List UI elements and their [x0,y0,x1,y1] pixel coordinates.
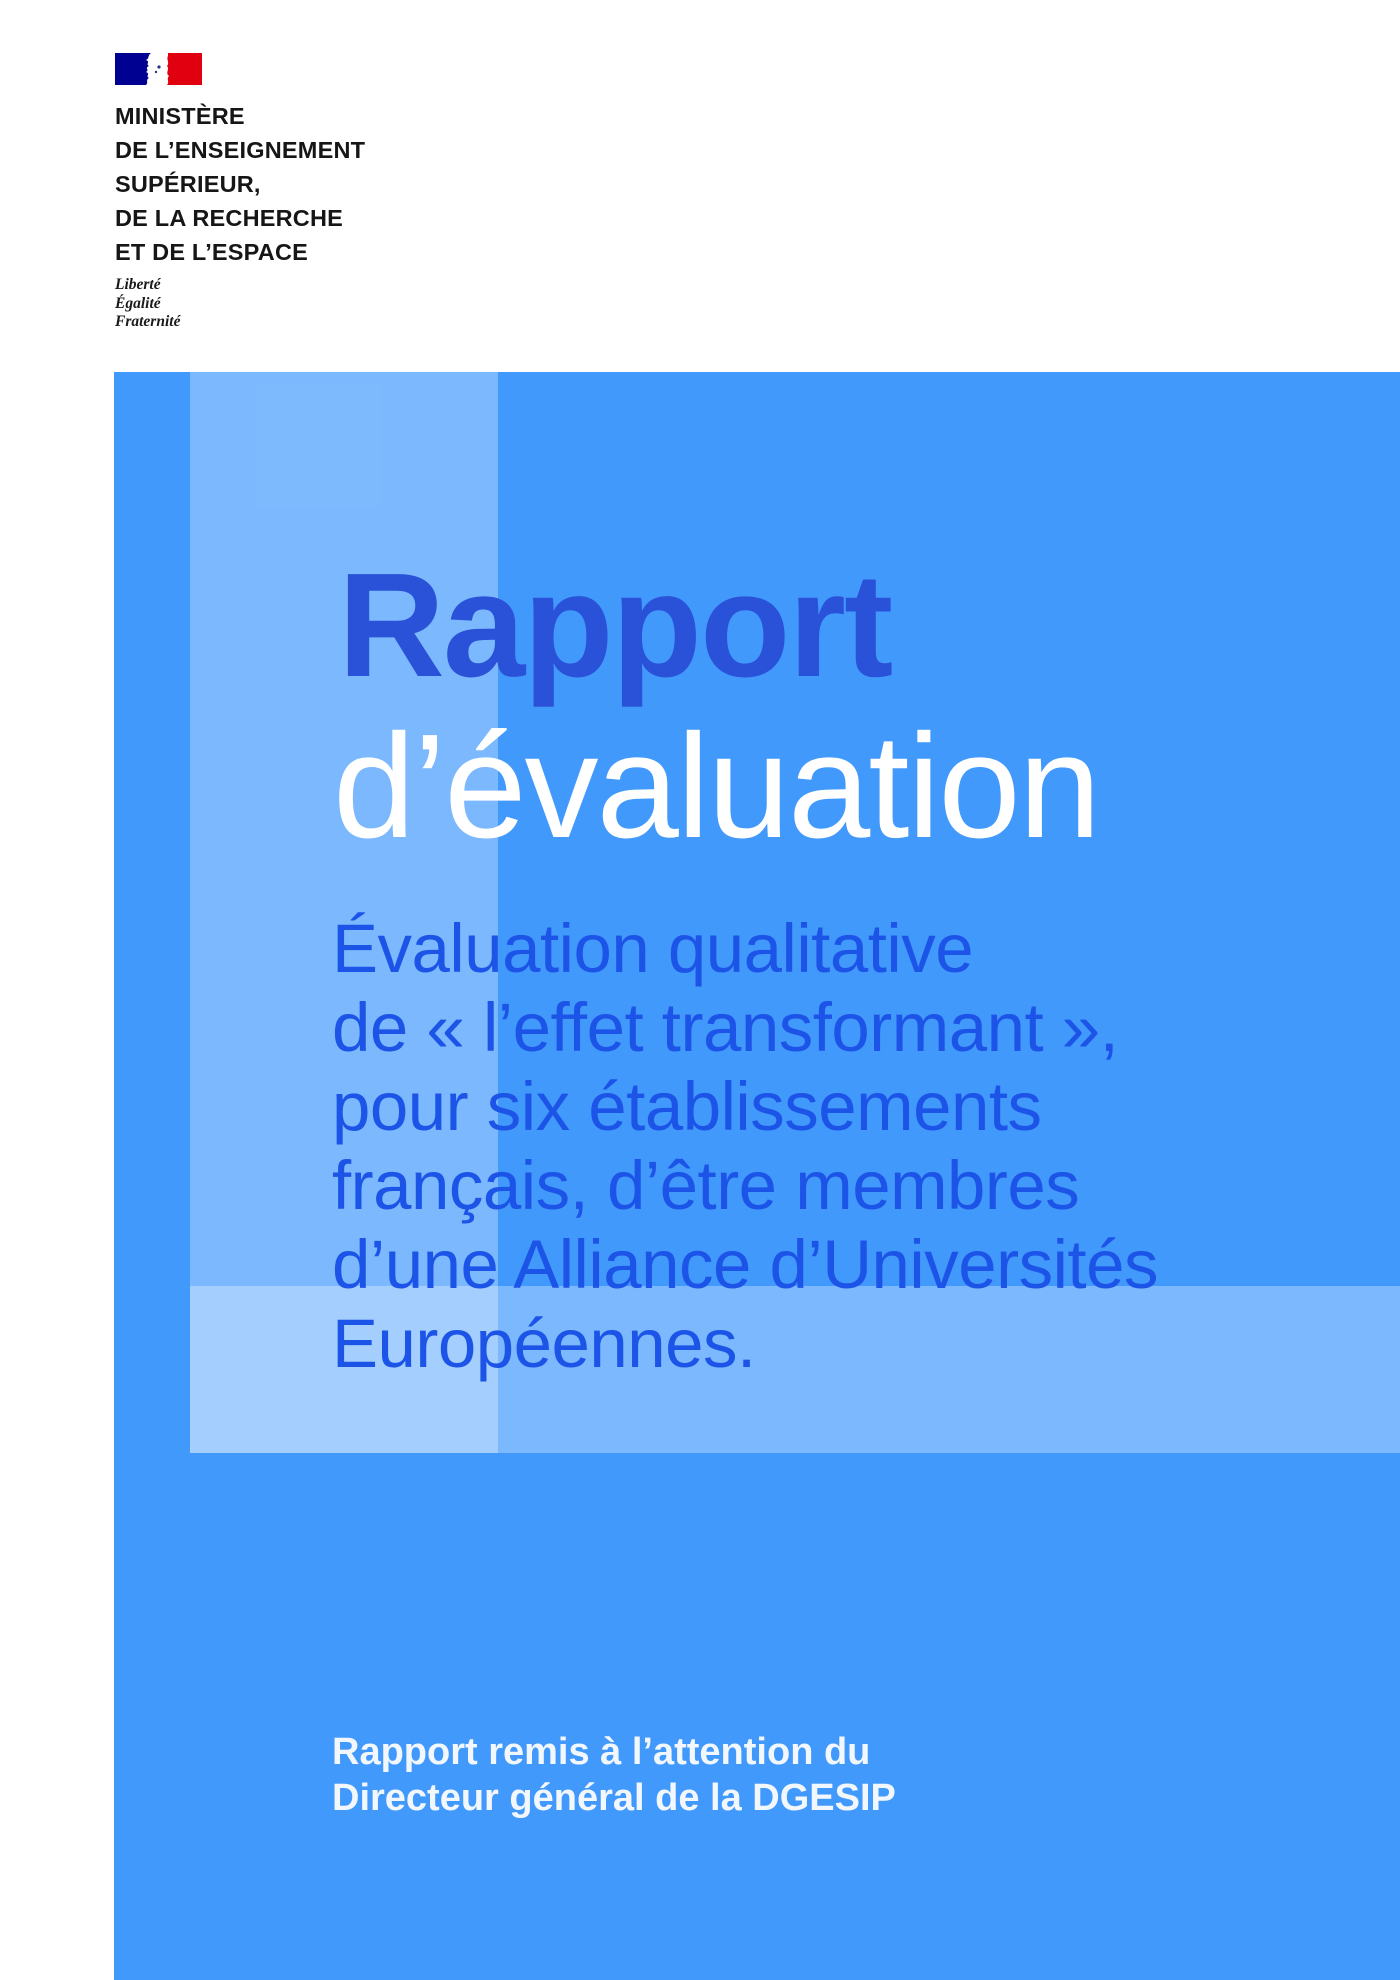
subtitle-line: de « l’effet transformant », [332,989,1119,1066]
subtitle-line: français, d’être membres [332,1147,1080,1224]
ministry-line: SUPÉRIEUR, [115,171,261,197]
cover-title-main: Rapport [338,543,892,708]
cover-blue-panel [114,372,1400,1980]
flag-blue-stripe [115,53,151,85]
ministry-line: MINISTÈRE [115,103,245,129]
ministry-wordmark [115,99,535,269]
republic-motto [115,276,535,332]
cover-footer-note [332,1729,896,1821]
ministry-line: DE L’ENSEIGNEMENT [115,137,366,163]
marianne-silhouette-icon [157,65,160,68]
cover-subtitle [332,909,1158,1383]
ministry-line: DE LA RECHERCHE [115,205,344,231]
motto-line: Fraternité [115,313,181,330]
footer-line: Rapport remis à l’attention du [332,1731,871,1773]
ministry-line: ET DE L’ESPACE [115,239,309,265]
subtitle-line: d’une Alliance d’Universités [332,1226,1158,1303]
subtitle-line: pour six établissements [332,1068,1042,1145]
motto-line: Égalité [115,294,161,312]
flag-red-stripe [167,53,202,85]
motto-line: Liberté [115,276,161,293]
ministry-bloc-marque [115,53,535,332]
footer-line: Directeur général de la DGESIP [332,1777,896,1819]
subtitle-line: Évaluation qualitative [332,910,974,987]
subtitle-line: Européennes. [332,1305,756,1382]
french-flag-icon [115,53,202,85]
cover-title-secondary: d’évaluation [333,704,1099,869]
